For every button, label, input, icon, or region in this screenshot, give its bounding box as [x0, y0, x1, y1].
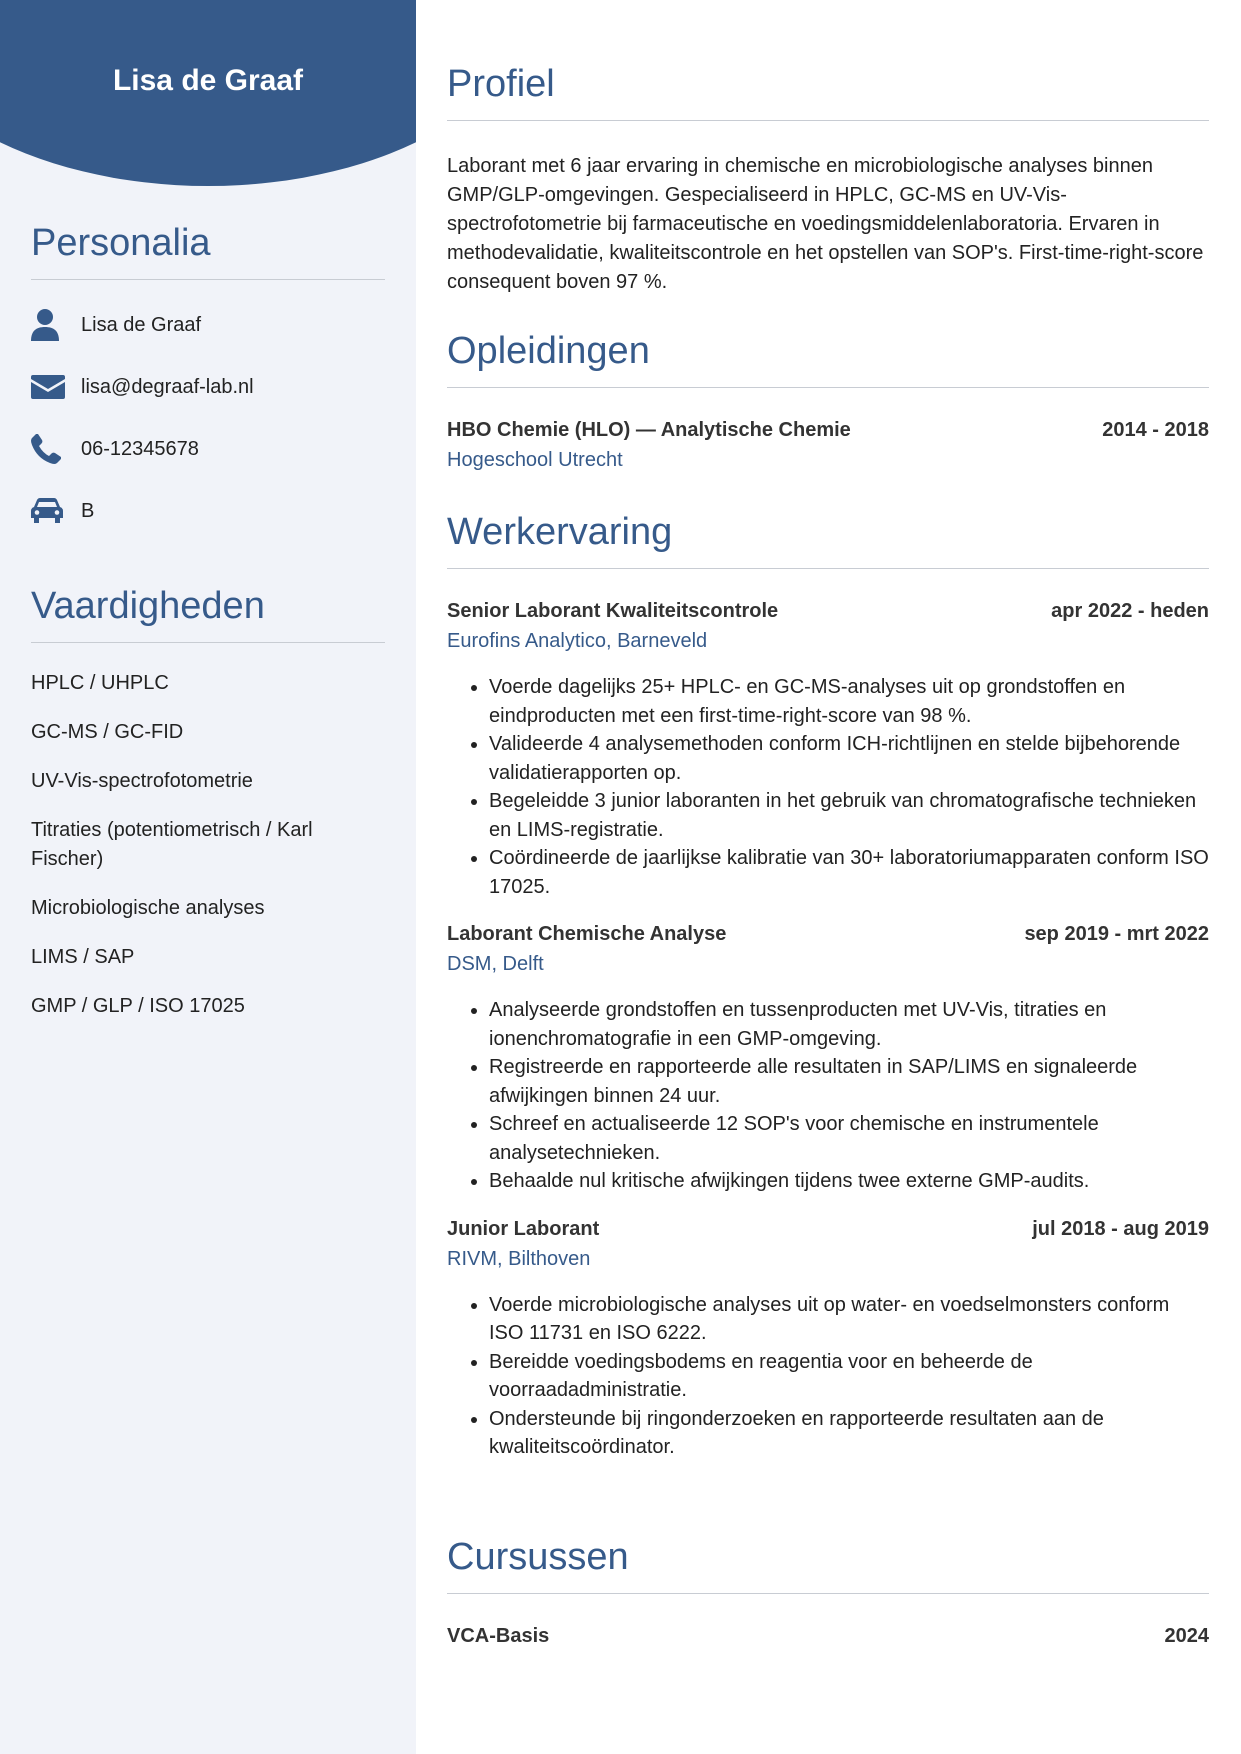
contact-email-row: [31, 356, 385, 418]
job-entry: [447, 923, 1209, 1196]
job-bullet: • Coördineerde de jaarlijkse kalibratie van 30+ laboratoriumapparaten conform ISO 17025.: [489, 844, 1209, 901]
education-period: 2014 - 2018: [1102, 419, 1209, 441]
user-icon: [31, 309, 81, 341]
job-bullets: [447, 673, 1209, 901]
job-entry: [447, 600, 1209, 901]
job-role: Laborant Chemische Analyse: [447, 923, 727, 945]
contact-phone-row: [31, 418, 385, 480]
profile-title: Profiel: [447, 63, 1209, 121]
job-employer: RIVM, Bilthoven: [447, 1247, 591, 1270]
job-bullet: • Schreef en actualiseerde 12 SOP's voor chemische en instrumentele analysetechnieken.: [489, 1110, 1209, 1167]
experience-section: [447, 511, 1209, 1462]
contact-name-row: [31, 294, 385, 356]
skill-item: Titraties (potentiometrisch / Karl Fischer): [31, 819, 313, 870]
phone-icon: [31, 434, 81, 464]
contact-license: B: [81, 499, 95, 522]
contact-name: Lisa de Graaf: [81, 313, 202, 336]
skill-item: Microbiologische analyses: [31, 897, 265, 919]
courses-section: [447, 1536, 1209, 1648]
education-title: Opleidingen: [447, 330, 1209, 388]
job-bullets: [447, 1291, 1209, 1462]
job-bullet: • Analyseerde grondstoffen en tussenproducten met UV-Vis, titraties en ionenchromatografie in een GMP-omgeving.: [489, 996, 1209, 1053]
candidate-name: Lisa de Graaf: [112, 64, 304, 97]
personalia-title: Personalia: [31, 222, 385, 280]
education-entry: [447, 419, 1209, 472]
job-bullet: • Registreerde en rapporteerde alle resultaten in SAP/LIMS en signaleerde afwijkingen binnen 24 uur.: [489, 1053, 1209, 1110]
job-bullet: • Ondersteunde bij ringonderzoeken en rapporteerde resultaten aan de kwaliteitscoördinator.: [489, 1405, 1209, 1462]
job-bullet: • Voerde microbiologische analyses uit op water- en voedselmonsters conform ISO 11731 en ISO 6222.: [489, 1291, 1209, 1348]
job-bullet: • Valideerde 4 analysemethoden conform ICH-richtlijnen en stelde bijbehorende validatierapporten op.: [489, 730, 1209, 787]
profile-text: Laborant met 6 jaar ervaring in chemische en microbiologische analyses binnen GMP/GLP-omgevingen. Gespecialiseerd in HPLC, GC-MS en UV-Vis-spectrofotometrie bij farmaceutische en voedingsmiddelenlaboratoria. Ervaren in methodevalidatie, kwaliteitscontrole en het opstellen van SOP's. First-time-right-score consequent boven 97 %.: [447, 155, 1204, 293]
contact-phone[interactable]: 06-12345678: [81, 437, 199, 460]
job-bullet: • Begeleidde 3 junior laboranten in het gebruik van chromatografische technieken en LIMS-registratie.: [489, 787, 1209, 844]
envelope-icon: [31, 375, 81, 399]
job-period: apr 2022 - heden: [1051, 600, 1209, 622]
job-bullet: • Bereidde voedingsbodems en reagentia voor en beheerde de voorraadadministratie.: [489, 1348, 1209, 1405]
job-period: sep 2019 - mrt 2022: [1024, 923, 1209, 945]
sidebar: [0, 0, 416, 1754]
job-bullets: [447, 996, 1209, 1196]
job-period: jul 2018 - aug 2019: [1032, 1217, 1209, 1240]
job-bullet: • Voerde dagelijks 25+ HPLC- en GC-MS-analyses uit op grondstoffen en eindproducten met een first-time-right-score van 98 %.: [489, 673, 1209, 730]
job-employer: Eurofins Analytico, Barneveld: [447, 630, 708, 652]
education-school: Hogeschool Utrecht: [447, 449, 623, 471]
job-role: Junior Laborant: [447, 1217, 600, 1240]
education-degree: HBO Chemie (HLO) — Analytische Chemie: [447, 419, 851, 441]
profile-section: [447, 63, 1209, 297]
contact-email[interactable]: lisa@degraaf-lab.nl: [81, 375, 254, 398]
courses-title: Cursussen: [447, 1536, 1209, 1594]
skill-item: LIMS / SAP: [31, 946, 135, 968]
contact-license-row: [31, 480, 385, 542]
course-year: 2024: [1164, 1625, 1209, 1647]
job-entry: [447, 1218, 1209, 1462]
skills-section: [31, 585, 385, 1041]
car-icon: [31, 498, 81, 524]
experience-title: Werkervaring: [447, 511, 1209, 569]
skill-item: GC-MS / GC-FID: [31, 721, 184, 743]
education-section: [447, 330, 1209, 472]
course-entry: [447, 1625, 1209, 1648]
job-bullet: • Behaalde nul kritische afwijkingen tijdens twee externe GMP-audits.: [489, 1167, 1209, 1196]
skills-title: Vaardigheden: [31, 585, 385, 643]
skill-item: UV-Vis-spectrofotometrie: [31, 770, 253, 792]
job-employer: DSM, Delft: [447, 953, 544, 975]
personalia-section: [31, 222, 385, 542]
skill-item: GMP / GLP / ISO 17025: [31, 995, 245, 1017]
skill-item: HPLC / UHPLC: [31, 672, 169, 694]
course-name: VCA-Basis: [447, 1625, 550, 1647]
job-role: Senior Laborant Kwaliteitscontrole: [447, 600, 779, 622]
